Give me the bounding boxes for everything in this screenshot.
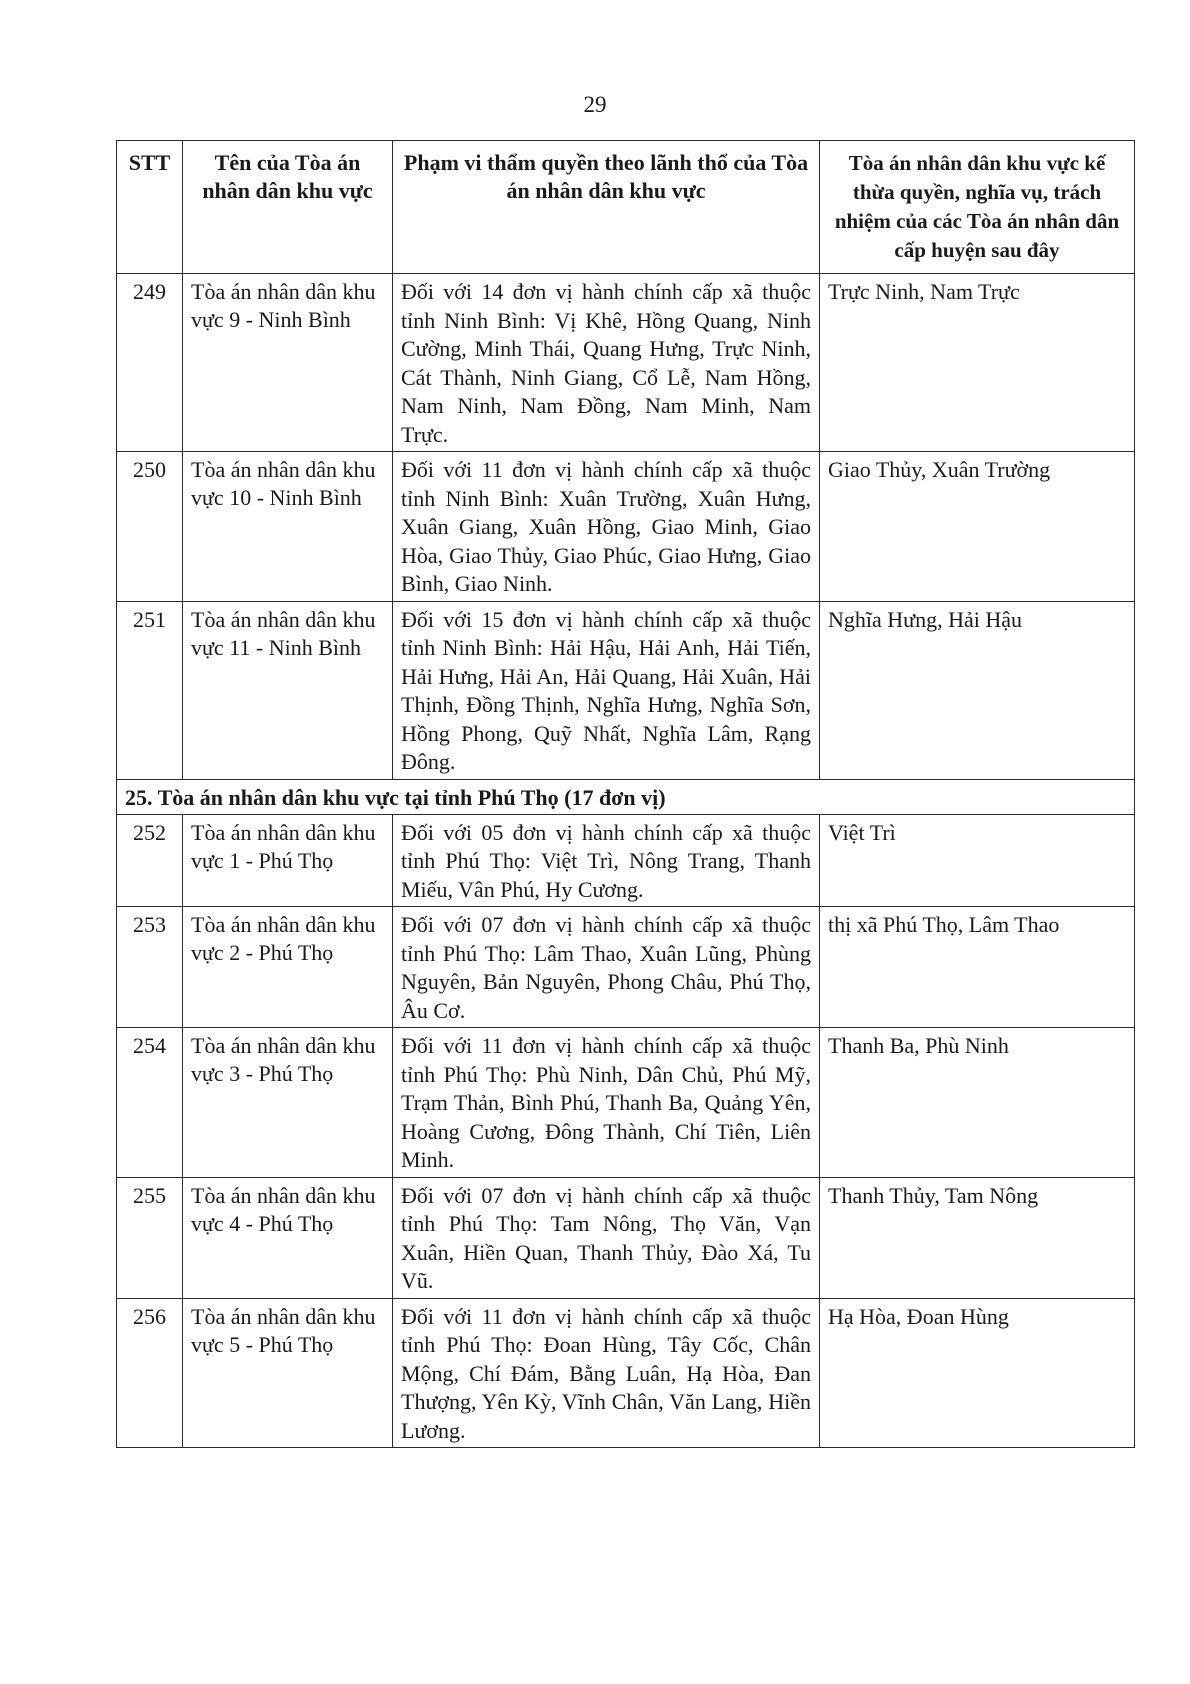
row-stt: 252	[117, 814, 183, 907]
row-successor: Giao Thủy, Xuân Trường	[820, 452, 1135, 602]
row-stt: 253	[117, 907, 183, 1028]
court-jurisdiction-table	[116, 140, 1135, 1448]
header-row	[117, 141, 1135, 274]
table-row	[117, 601, 1135, 779]
row-court-name: Tòa án nhân dân khu vực 4 - Phú Thọ	[183, 1177, 393, 1298]
table-row	[117, 814, 1135, 907]
row-court-name: Tòa án nhân dân khu vực 1 - Phú Thọ	[183, 814, 393, 907]
row-scope: Đối với 05 đơn vị hành chính cấp xã thuộc tỉnh Phú Thọ: Việt Trì, Nông Trang, Thanh Miếu, Vân Phú, Hy Cương.	[393, 814, 820, 907]
row-successor: Thanh Ba, Phù Ninh	[820, 1028, 1135, 1178]
table-row	[117, 1028, 1135, 1178]
row-scope: Đối với 15 đơn vị hành chính cấp xã thuộc tỉnh Ninh Bình: Hải Hậu, Hải Anh, Hải Tiến, Hải Hưng, Hải An, Hải Quang, Hải Xuân, Hải Thịnh, Đồng Thịnh, Nghĩa Hưng, Nghĩa Sơn, Hồng Phong, Quỹ Nhất, Nghĩa Lâm, Rạng Đông.	[393, 601, 820, 779]
table-header	[117, 141, 1135, 274]
table-row	[117, 452, 1135, 602]
row-court-name: Tòa án nhân dân khu vực 3 - Phú Thọ	[183, 1028, 393, 1178]
row-successor: Thanh Thủy, Tam Nông	[820, 1177, 1135, 1298]
header-court-name: Tên của Tòa án nhân dân khu vực	[183, 141, 393, 274]
section-heading: 25. Tòa án nhân dân khu vực tại tỉnh Phú Thọ (17 đơn vị)	[117, 779, 1135, 814]
row-successor: Hạ Hòa, Đoan Hùng	[820, 1298, 1135, 1448]
row-stt: 251	[117, 601, 183, 779]
row-stt: 254	[117, 1028, 183, 1178]
row-stt: 249	[117, 274, 183, 452]
table-row	[117, 1298, 1135, 1448]
table-row	[117, 1177, 1135, 1298]
row-stt: 256	[117, 1298, 183, 1448]
header-stt: STT	[117, 141, 183, 274]
row-scope: Đối với 14 đơn vị hành chính cấp xã thuộc tỉnh Ninh Bình: Vị Khê, Hồng Quang, Ninh Cường, Minh Thái, Quang Hưng, Trực Ninh, Cát Thành, Ninh Giang, Cổ Lễ, Nam Hồng, Nam Ninh, Nam Đồng, Nam Minh, Nam Trực.	[393, 274, 820, 452]
row-court-name: Tòa án nhân dân khu vực 5 - Phú Thọ	[183, 1298, 393, 1448]
header-successor: Tòa án nhân dân khu vực kế thừa quyền, nghĩa vụ, trách nhiệm của các Tòa án nhân dân cấp huyện sau đây	[820, 141, 1135, 274]
row-successor: Việt Trì	[820, 814, 1135, 907]
table-body	[117, 274, 1135, 1448]
page-number: 29	[583, 92, 607, 117]
row-scope: Đối với 07 đơn vị hành chính cấp xã thuộc tỉnh Phú Thọ: Lâm Thao, Xuân Lũng, Phùng Nguyên, Bản Nguyên, Phong Châu, Phú Thọ, Âu Cơ.	[393, 907, 820, 1028]
row-scope: Đối với 07 đơn vị hành chính cấp xã thuộc tỉnh Phú Thọ: Tam Nông, Thọ Văn, Vạn Xuân, Hiền Quan, Thanh Thủy, Đào Xá, Tu Vũ.	[393, 1177, 820, 1298]
header-scope: Phạm vi thẩm quyền theo lãnh thổ của Tòa án nhân dân khu vực	[393, 141, 820, 274]
row-stt: 255	[117, 1177, 183, 1298]
row-scope: Đối với 11 đơn vị hành chính cấp xã thuộc tỉnh Phú Thọ: Phù Ninh, Dân Chủ, Phú Mỹ, Trạm Thản, Bình Phú, Thanh Ba, Quảng Yên, Hoàng Cương, Đông Thành, Chí Tiên, Liên Minh.	[393, 1028, 820, 1178]
row-court-name: Tòa án nhân dân khu vực 11 - Ninh Bình	[183, 601, 393, 779]
table-row	[117, 907, 1135, 1028]
row-court-name: Tòa án nhân dân khu vực 9 - Ninh Bình	[183, 274, 393, 452]
row-successor: Trực Ninh, Nam Trực	[820, 274, 1135, 452]
table-row	[117, 274, 1135, 452]
row-scope: Đối với 11 đơn vị hành chính cấp xã thuộc tỉnh Phú Thọ: Đoan Hùng, Tây Cốc, Chân Mộng, Chí Đám, Bằng Luân, Hạ Hòa, Đan Thượng, Yên Kỳ, Vĩnh Chân, Văn Lang, Hiền Lương.	[393, 1298, 820, 1448]
row-successor: Nghĩa Hưng, Hải Hậu	[820, 601, 1135, 779]
row-scope: Đối với 11 đơn vị hành chính cấp xã thuộc tỉnh Ninh Bình: Xuân Trường, Xuân Hưng, Xuân Giang, Xuân Hồng, Giao Minh, Giao Hòa, Giao Thủy, Giao Phúc, Giao Hưng, Giao Bình, Giao Ninh.	[393, 452, 820, 602]
section-row	[117, 779, 1135, 814]
row-stt: 250	[117, 452, 183, 602]
row-court-name: Tòa án nhân dân khu vực 2 - Phú Thọ	[183, 907, 393, 1028]
row-court-name: Tòa án nhân dân khu vực 10 - Ninh Bình	[183, 452, 393, 602]
row-successor: thị xã Phú Thọ, Lâm Thao	[820, 907, 1135, 1028]
